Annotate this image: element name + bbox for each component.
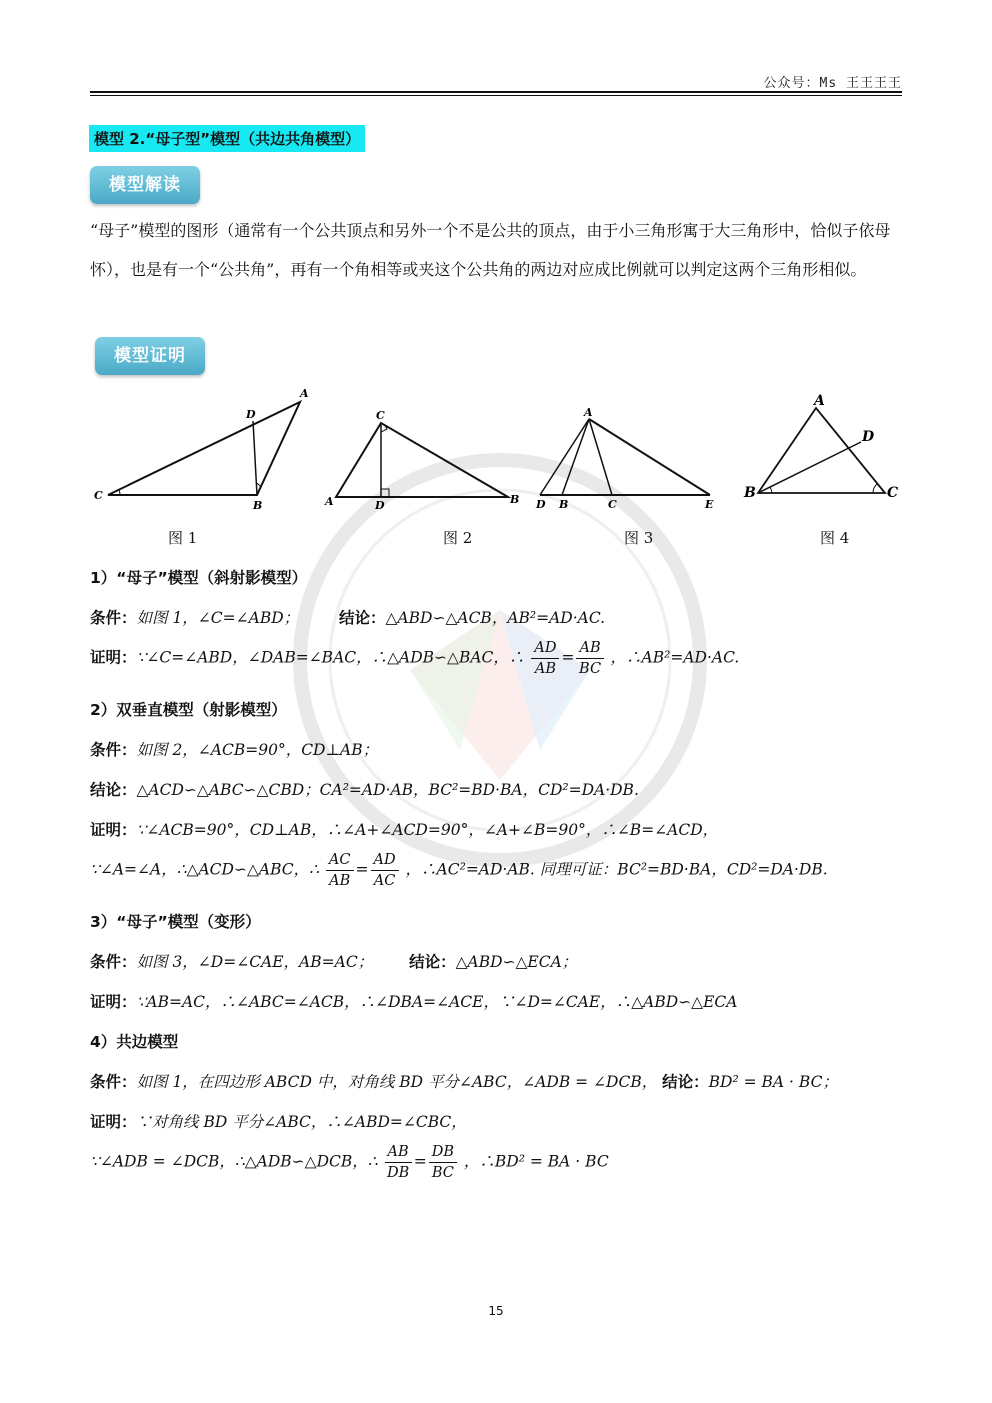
s3-concl-text: △ABD∽△ECA； (455, 953, 578, 971)
s1-proof-text-a: ∵∠C=∠ABD，∠DAB=∠BAC，∴△ADB∽△BAC，∴ (136, 648, 525, 667)
fig3-label-b: B (559, 498, 569, 511)
fig2-label-d: D (375, 499, 385, 512)
fig1-label-c: C (94, 489, 103, 502)
fig4-label-c: C (887, 485, 899, 501)
fig2-label-c: C (376, 409, 385, 422)
figure-4-caption: 图 4 (820, 529, 850, 547)
section-4-proof-2 (90, 1142, 609, 1183)
figure-2 (320, 405, 525, 515)
s4-proof-text-2a: ∵∠ADB = ∠DCB，∴△ADB∽△DCB，∴ (90, 1152, 378, 1171)
s1-proof-text-b: ，∴AB²=AD·AC. (610, 648, 740, 667)
s2-proof-text-1: ∵∠ACB=90°，CD⊥AB，∴∠A+∠ACD=90°，∠A+∠B=90°，∴∠B=∠ACD， (136, 821, 719, 839)
fig2-label-b: B (510, 493, 520, 506)
s4-proof-text-1: ∵对角线 BD 平分∠ABC，∴∠ABD=∠CBC， (136, 1113, 467, 1131)
header-rule (90, 91, 902, 93)
s2-fraction-2: $\frac{AD}{AC}$ (371, 850, 399, 891)
section-2-title: 2）双垂直模型（射影模型） (90, 701, 287, 719)
s1-fraction-2: $\frac{AB}{BC}$ (576, 638, 603, 679)
s4-cond-label: 条件： (90, 1073, 137, 1091)
s3-concl-label: 结论： (409, 953, 456, 971)
figure-1-caption: 图 1 (168, 529, 198, 547)
s1-equals: = (561, 648, 575, 667)
s1-concl-label: 结论： (339, 609, 386, 627)
s1-fraction-1: $\frac{AD}{AB}$ (531, 638, 559, 679)
section-2-conclusion (90, 778, 639, 800)
fig1-label-b: B (253, 499, 263, 512)
s4-concl-text: BD² = BA · BC； (708, 1073, 838, 1091)
section-2-proof-1 (90, 818, 718, 840)
figure-3-caption: 图 3 (624, 529, 654, 547)
s2-proof-text-2b: ，∴AC²=AD·AB. 同理可证：BC²=BD·BA，CD²=DA·DB. (405, 860, 828, 879)
section-2-condition (90, 738, 378, 760)
s2-fraction-1: $\frac{AC}{AB}$ (326, 850, 354, 891)
s3-proof-label: 证明： (90, 993, 137, 1011)
section-2-proof-2 (90, 850, 828, 891)
fig4-label-d: D (862, 429, 875, 445)
fig1-label-a: A (300, 387, 309, 400)
fig3-label-e: E (705, 498, 714, 511)
section-3-title: 3）“母子”模型（变形） (90, 913, 261, 931)
fig3-label-d: D (536, 498, 546, 511)
s4-fraction-2: $\frac{DB}{BC}$ (429, 1142, 457, 1183)
s2-concl-label: 结论： (90, 781, 137, 799)
section-4-proof-1 (90, 1110, 467, 1132)
fig2-label-a: A (325, 495, 334, 508)
page-number: 15 (488, 1304, 504, 1318)
s2-cond-label: 条件： (90, 741, 137, 759)
section-1-title: 1）“母子”模型（斜射影模型） (90, 569, 308, 587)
figure-3 (530, 405, 725, 515)
section-3-condition (90, 950, 577, 972)
figure-4 (738, 390, 908, 510)
fig3-label-c: C (608, 498, 617, 511)
s4-fraction-1: $\frac{AB}{DB}$ (385, 1142, 412, 1183)
s3-cond-text: 如图 3，∠D=∠CAE，AB=AC； (136, 953, 374, 971)
s4-proof-label: 证明： (90, 1113, 137, 1131)
s1-cond-label: 条件： (90, 609, 137, 627)
section-1-condition (90, 606, 605, 628)
fig4-label-a: A (814, 393, 825, 409)
fig3-label-a: A (584, 406, 593, 419)
s4-cond-text: 如图 1，在四边形 ABCD 中，对角线 BD 平分∠ABC，∠ADB = ∠DCB， (136, 1073, 658, 1091)
s4-equals: = (413, 1152, 427, 1171)
s4-concl-label: 结论： (662, 1073, 709, 1091)
header-rule-thin (90, 95, 902, 96)
s2-equals: = (355, 860, 369, 879)
section-3-proof (90, 990, 737, 1012)
section-4-condition (90, 1070, 838, 1092)
s1-proof-label: 证明： (90, 648, 137, 667)
s1-concl-text: △ABD∽△ACB，AB²=AD·AC. (385, 609, 606, 627)
s3-cond-label: 条件： (90, 953, 137, 971)
proof-badge: 模型证明 (95, 337, 205, 375)
fig4-label-b: B (744, 485, 756, 501)
s4-proof-text-2b: ，∴BD² = BA · BC (463, 1152, 609, 1171)
section-4-title: 4）共边模型 (90, 1033, 179, 1051)
s2-concl-text: △ACD∽△ABC∽△CBD；CA²=AD·AB，BC²=BD·BA，CD²=DA·DB. (136, 781, 639, 799)
section-1-proof (90, 638, 739, 679)
interpretation-badge: 模型解读 (90, 166, 200, 204)
s2-cond-text: 如图 2，∠ACB=90°，CD⊥AB； (136, 741, 379, 759)
figure-2-caption: 图 2 (443, 529, 473, 547)
intro-paragraph: “母子”模型的图形（通常有一个公共顶点和另外一个不是公共的顶点，由于小三角形寓于大三角形中，恰似子依母怀），也是有一个“公共角”，再有一个角相等或夹这个公共角的两边对应成比例就可以判定这两个三角形相似。 (90, 221, 891, 279)
s2-proof-label: 证明： (90, 821, 137, 839)
s1-cond-text: 如图 1，∠C=∠ABD； (136, 609, 300, 627)
model-heading: 模型 2.“母子型”模型（共边共角模型） (89, 125, 365, 152)
figure-1 (90, 385, 315, 515)
s3-proof-text: ∵AB=AC，∴∠ABC=∠ACB，∴∠DBA=∠ACE，∵∠D=∠CAE，∴△ABD∽△ECA (136, 993, 738, 1011)
fig1-label-d: D (246, 408, 256, 421)
s2-proof-text-2a: ∵∠A=∠A，∴△ACD∽△ABC，∴ (90, 860, 319, 879)
header-account-label: 公众号：Ms 王王王王 (763, 76, 902, 91)
